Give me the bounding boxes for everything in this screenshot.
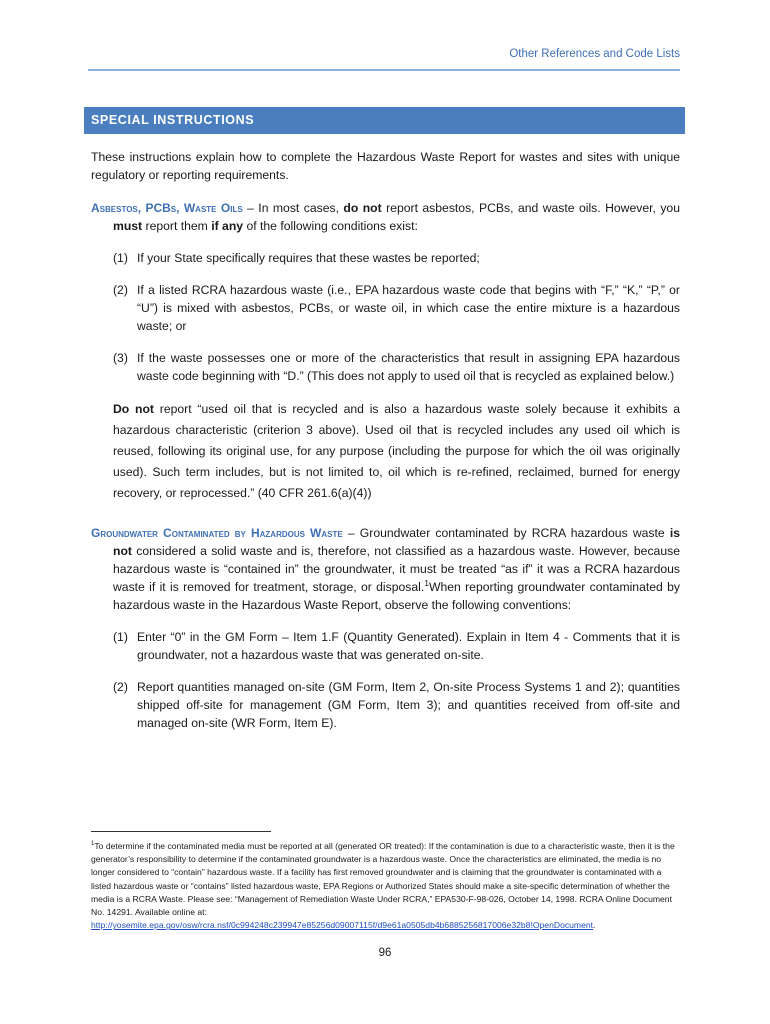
asbestos-text-3: report them bbox=[142, 219, 212, 233]
running-head: Other References and Code Lists bbox=[509, 48, 680, 60]
groundwater-paragraph bbox=[91, 524, 680, 614]
groundwater-text-3: When reporting groundwater contaminated by hazardous waste in the Hazardous Waste Report, observe the following conventions: bbox=[113, 580, 680, 612]
used-oil-text: report “used oil that is recycled and is also a hazardous waste solely because it exhibits a hazardous characteristic (criterion 3 above). Used oil that is recycled includes any used oil which is reused, following its original use, for any purpose (including the purpose for which the oil was originally used). Such term includes, but is not limited to, oil which is re-refined, reclaimed, burned for energy recovery, or reprocessed.” (40 CFR 261.6(a)(4)) bbox=[113, 402, 680, 500]
page-number: 96 bbox=[378, 947, 392, 959]
groundwater-text-1: – Groundwater contaminated by RCRA hazardous waste bbox=[342, 526, 670, 540]
list-item-number: (3) bbox=[113, 351, 128, 365]
footnote-link-trailer: . bbox=[593, 920, 596, 931]
intro-paragraph: These instructions explain how to complete the Hazardous Waste Report for wastes and sites with unique regulatory or reporting requirements. bbox=[91, 150, 680, 182]
asbestos-heading: Asbestos, PCBs, Waste Oils bbox=[91, 201, 243, 215]
section-title-bar bbox=[84, 107, 685, 134]
groundwater-text-2: considered a solid waste and is, therefore, not classified as a hazardous waste. However, because hazardous waste is “contained in” the groundwater, it must be treated “as if” it was a RCRA hazardous waste if it is removed for treatment, storage, or disposal. bbox=[113, 544, 680, 594]
section-title: SPECIAL INSTRUCTIONS bbox=[91, 113, 255, 127]
list-item bbox=[113, 281, 680, 335]
footnote-separator bbox=[91, 831, 271, 832]
list-item-text: Enter “0” in the GM Form – Item 1.F (Quantity Generated). Explain in Item 4 - Comments that it is groundwater, not a hazardous waste that was generated on-site. bbox=[137, 630, 680, 662]
groundwater-heading: Groundwater Contaminated by Hazardous Waste bbox=[91, 526, 343, 540]
groundwater-bold-1: is not bbox=[113, 526, 680, 558]
footnote-marker: 1 bbox=[91, 841, 95, 848]
list-item-number: (1) bbox=[113, 251, 128, 265]
list-item bbox=[113, 249, 680, 267]
used-oil-paragraph bbox=[91, 399, 680, 504]
groundwater-conventions-list bbox=[91, 628, 680, 732]
asbestos-bold-2: must bbox=[113, 219, 143, 233]
footnote bbox=[91, 840, 680, 932]
footnote-link[interactable]: http://yosemite.epa.gov/osw/rcra.nsf/0c994248c239947e85256d09007115f/d9e61a0505db4b6885256817006e32b8!OpenDocument bbox=[91, 920, 594, 931]
list-item-text: Report quantities managed on-site (GM Form, Item 2, On-site Process Systems 1 and 2); quantities shipped off-site for management (GM Form, Item 3); and quantities received from off-site and managed on-site (WR Form, Item E). bbox=[137, 680, 680, 730]
body-text bbox=[91, 148, 680, 746]
asbestos-bold-1: do not bbox=[343, 201, 382, 215]
list-item bbox=[113, 628, 680, 664]
asbestos-text-4: of the following conditions exist: bbox=[243, 219, 418, 233]
list-item-text: If the waste possesses one or more of the characteristics that result in assigning EPA hazardous waste code beginning with “D.” (This does not apply to used oil that is recycled as explained below.) bbox=[137, 351, 680, 383]
list-item-number: (1) bbox=[113, 630, 128, 644]
list-item-number: (2) bbox=[113, 680, 128, 694]
list-item bbox=[113, 349, 680, 385]
do-not-bold: Do not bbox=[113, 402, 154, 416]
footnote-text: To determine if the contaminated media must be reported at all (generated OR treated): If the contamination is due to a characteristic waste, then it is the generator’s responsibility to determine if the contaminated groundwater is a hazardous waste. Once the characteristics are eliminated, the media is no longer considered to “contain” hazardous waste. If a facility has first removed groundwater and is claiming that the groundwater is contaminated with a listed hazardous waste or “contains” listed hazardous waste, EPA Regions or Authorized States should make a site-specific determination of whether the media is a RCRA Waste. Please see: “Management of Remediation Waste Under RCRA,” EPA530-F-98-026, October 14, 1998. RCRA Online Document No. 14291. Available online at: bbox=[91, 841, 675, 918]
asbestos-bold-3: if any bbox=[211, 219, 244, 233]
header-rule bbox=[88, 69, 680, 71]
asbestos-conditions-list bbox=[91, 249, 680, 385]
asbestos-text-2: report asbestos, PCBs, and waste oils. However, you bbox=[381, 201, 680, 215]
footnote-reference[interactable]: 1 bbox=[424, 577, 429, 588]
list-item-number: (2) bbox=[113, 283, 128, 297]
asbestos-text-1: – In most cases, bbox=[242, 201, 344, 215]
list-item-text: If your State specifically requires that these wastes be reported; bbox=[137, 251, 480, 265]
list-item-text: If a listed RCRA hazardous waste (i.e., EPA hazardous waste code that begins with “F,” “K,” “P,” or “U”) is mixed with asbestos, PCBs, or waste oil, in which case the entire mixture is a hazardous waste; or bbox=[137, 283, 680, 333]
asbestos-paragraph bbox=[91, 199, 680, 235]
list-item bbox=[113, 678, 680, 732]
